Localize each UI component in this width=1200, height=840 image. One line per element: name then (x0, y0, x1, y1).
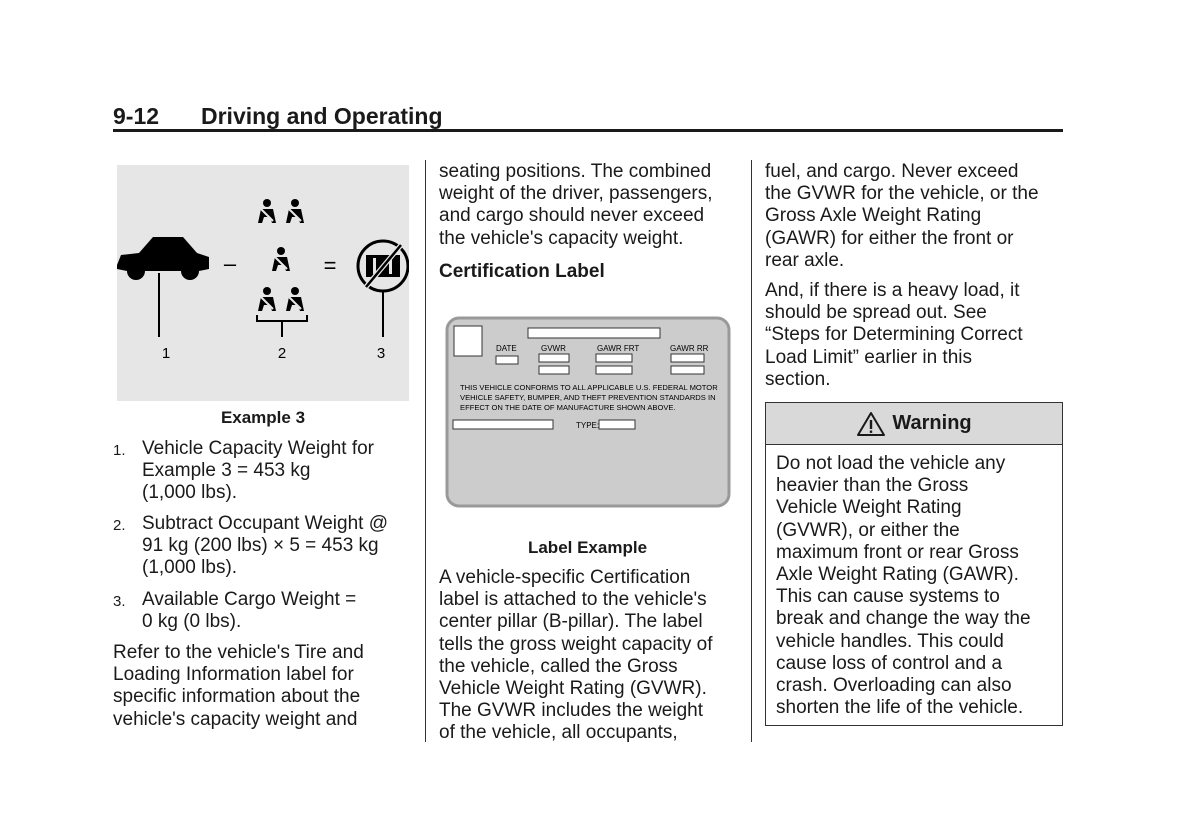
text-line: rear axle. (765, 249, 845, 271)
minus-operator: – (223, 251, 237, 276)
text-line: center pillar (B-pillar). The label (439, 611, 703, 633)
text-line: weight of the driver, passengers, (439, 183, 713, 205)
text-line: should be spread out. See (765, 302, 987, 324)
text-line: (1,000 lbs). (142, 482, 238, 504)
label-text-line: THIS VEHICLE CONFORMS TO ALL APPLICABLE U.S. FEDERAL MOTOR (460, 383, 718, 392)
list-item (142, 589, 412, 633)
warning-triangle-icon (856, 411, 886, 437)
paragraph (439, 567, 739, 745)
text-line: vehicle handles. This could (776, 630, 1004, 652)
text-line: of the vehicle, all occupants, (439, 722, 678, 744)
page-title: Driving and Operating (201, 103, 443, 129)
capacity-diagram (117, 165, 409, 401)
text-line: Gross Axle Weight Rating (765, 205, 982, 227)
text-line: the vehicle, called the Gross (439, 655, 678, 677)
text-line: the vehicle's capacity weight. (439, 227, 684, 249)
list-item (142, 438, 412, 505)
text-line: maximum front or rear Gross (776, 541, 1019, 563)
paragraph (439, 161, 739, 250)
text-line: fuel, and cargo. Never exceed (765, 161, 1019, 182)
label-field-date: DATE (496, 344, 517, 353)
label-text-line: EFFECT ON THE DATE OF MANUFACTURE SHOWN ABOVE. (460, 403, 676, 412)
text-line: and cargo should never exceed (439, 205, 705, 227)
paragraph (765, 280, 1065, 391)
page-number: 9-12 (113, 103, 160, 129)
warning-text (766, 445, 1062, 719)
text-line: 0 kg (0 lbs). (142, 611, 242, 633)
label-diagram (443, 316, 732, 508)
label-field-gawr-rr: GAWR RR (670, 344, 709, 353)
text-line: seating positions. The combined (439, 161, 712, 182)
label-field-gvwr: GVWR (541, 344, 566, 353)
equals-operator: = (323, 253, 337, 278)
text-line: Vehicle Weight Rating (776, 497, 962, 519)
text-line: section. (765, 368, 831, 390)
car-icon (117, 237, 209, 280)
text-line: (GAWR) for either the front or (765, 227, 1014, 249)
text-line: The GVWR includes the weight (439, 700, 704, 722)
text-line: A vehicle-specific Certification (439, 567, 691, 588)
text-line: Loading Information label for (113, 664, 354, 686)
text-line: 91 kg (200 lbs) × 5 = 453 kg (142, 535, 379, 557)
label-text-line: VEHICLE SAFETY, BUMPER, AND THEFT PREVENTION STANDARDS IN (460, 393, 716, 402)
section-heading: Certification Label (439, 261, 605, 282)
list-number: 3. (113, 593, 126, 610)
paragraph (765, 161, 1065, 272)
text-line: tells the gross weight capacity of (439, 633, 713, 655)
list-item (142, 513, 412, 580)
text-line: label is attached to the vehicle's (439, 589, 707, 611)
list-number: 1. (113, 442, 126, 459)
text-line: the GVWR for the vehicle, or the (765, 183, 1039, 205)
column-divider (425, 160, 426, 742)
text-line: This can cause systems to (776, 586, 1000, 608)
text-line: specific information about the (113, 686, 361, 708)
text-line: Vehicle Capacity Weight for (142, 438, 374, 459)
label-field-gawr-frt: GAWR FRT (597, 344, 640, 353)
no-cargo-icon (358, 241, 408, 291)
text-line: Do not load the vehicle any (776, 453, 1006, 474)
list-number: 2. (113, 517, 126, 534)
figure-caption-example-3: Example 3 (220, 408, 306, 427)
text-line: Vehicle Weight Rating (GVWR). (439, 678, 707, 700)
text-line: And, if there is a heavy load, it (765, 280, 1020, 301)
text-line: Load Limit” earlier in this (765, 346, 972, 368)
figure-caption-label-example: Label Example (527, 538, 648, 557)
seatbelt-occupant-icon (258, 199, 304, 311)
warning-header (766, 403, 1062, 445)
text-line: Available Cargo Weight = (142, 589, 357, 610)
callout-2: 2 (277, 345, 287, 362)
text-line: cause loss of control and a (776, 652, 1003, 674)
text-line: “Steps for Determining Correct (765, 324, 1023, 346)
callout-3: 3 (376, 345, 386, 362)
text-line: (GVWR), or either the (776, 519, 960, 541)
text-line: shorten the life of the vehicle. (776, 697, 1024, 719)
text-line: Refer to the vehicle's Tire and (113, 642, 364, 663)
callout-1: 1 (161, 345, 171, 362)
warning-title: Warning (892, 412, 972, 434)
text-line: vehicle's capacity weight and (113, 708, 358, 730)
column-divider (751, 160, 752, 742)
label-type: TYPE: (576, 421, 600, 430)
text-line: break and change the way the (776, 608, 1031, 630)
text-line: Example 3 = 453 kg (142, 460, 311, 482)
text-line: Subtract Occupant Weight @ (142, 513, 388, 534)
text-line: Axle Weight Rating (GAWR). (776, 564, 1019, 586)
bracket (257, 315, 307, 321)
warning-box (765, 402, 1063, 726)
certification-label-illustration (443, 316, 732, 508)
page-header (113, 100, 1063, 132)
text-line: (1,000 lbs). (142, 557, 238, 579)
paragraph (113, 642, 413, 731)
text-line: heavier than the Gross (776, 475, 969, 497)
text-line: crash. Overloading can also (776, 675, 1012, 697)
example-3-illustration (117, 165, 409, 401)
